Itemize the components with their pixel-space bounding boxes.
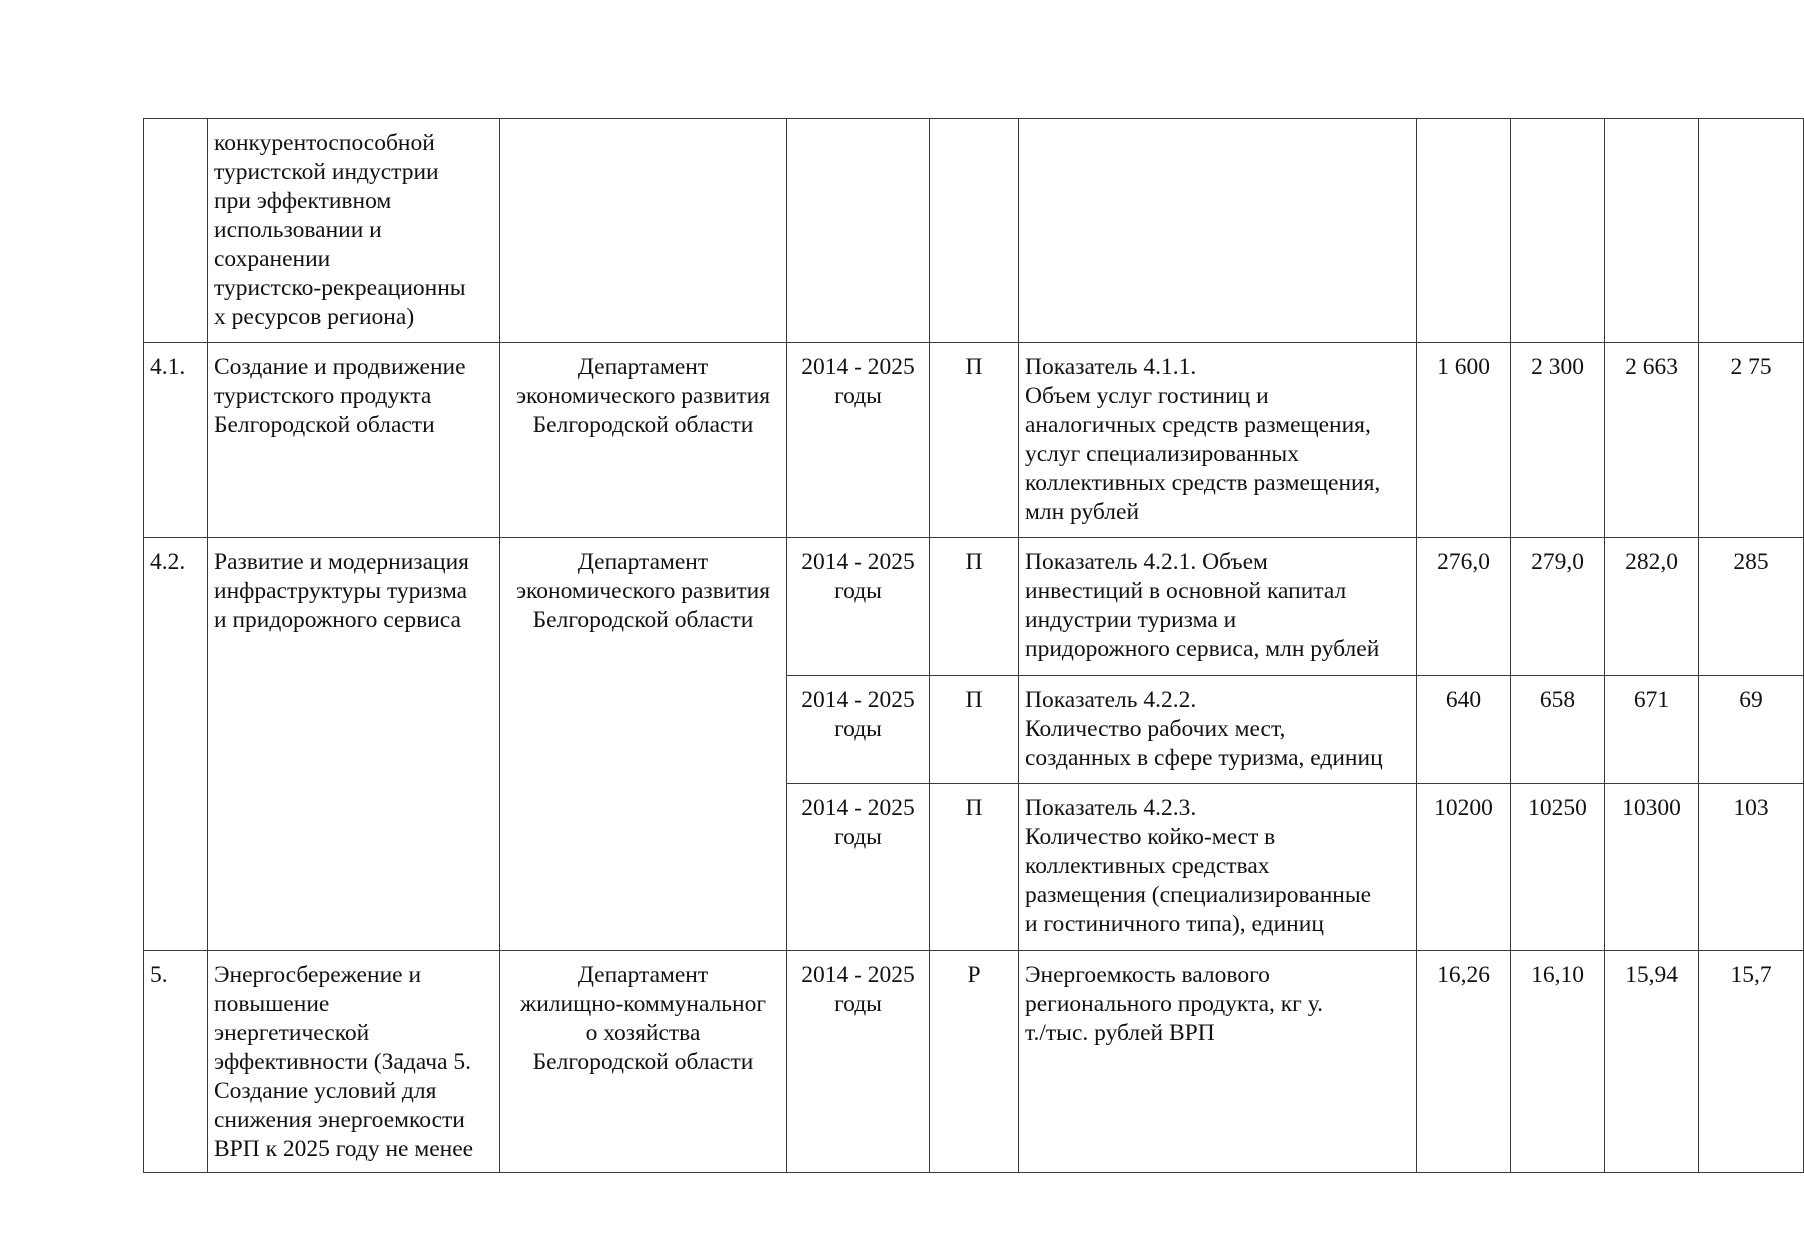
indicator-value: 103 [1699, 784, 1804, 951]
indicator-value: 2 663 [1605, 343, 1699, 538]
indicator-value: 15,94 [1605, 951, 1699, 1173]
indicator-description-line: придорожного сервиса, млн рублей [1025, 636, 1380, 662]
responsible-department-line: Белгородской области [532, 607, 754, 633]
task-name-line: туристской индустрии [214, 159, 439, 185]
task-name-line: Энергосбережение и [214, 962, 422, 988]
task-name-line: повышение [214, 991, 330, 1017]
row-number: 4.1. [144, 343, 208, 538]
implementation-period-line: годы [834, 824, 882, 850]
responsible-department-line: экономического развития [515, 578, 771, 604]
task-name-line: сохранении [214, 246, 331, 272]
indicator-type: П [930, 538, 1019, 676]
task-name-line: Создание и продвижение [214, 354, 466, 380]
task-name-line: и придорожного сервиса [214, 607, 461, 633]
row-number [144, 119, 208, 343]
responsible-department-line: Департамент [577, 962, 709, 988]
indicator-description [1019, 343, 1417, 538]
implementation-period-line: 2014 - 2025 [801, 549, 915, 575]
task-name-line: эффективности (Задача 5. [214, 1049, 472, 1075]
indicator-description [1019, 119, 1417, 343]
row-number: 4.2. [144, 538, 208, 951]
indicator-value: 69 [1699, 676, 1804, 784]
task-name [208, 119, 500, 343]
indicator-description-line: аналогичных средств размещения, [1025, 412, 1371, 438]
indicator-description-line: услуг специализированных [1025, 441, 1299, 467]
table-row [144, 951, 1804, 1173]
table-row [144, 119, 1804, 343]
indicator-description-line: созданных в сфере туризма, единиц [1025, 745, 1383, 771]
indicator-description-line: Количество койко-мест в [1025, 824, 1276, 850]
indicator-description-line: Объем услуг гостиниц и [1025, 383, 1269, 409]
indicator-description-line: Показатель 4.2.3. [1025, 795, 1197, 821]
indicator-description [1019, 784, 1417, 951]
table-row [144, 538, 1804, 676]
indicator-value: 16,26 [1417, 951, 1511, 1173]
responsible-department-line: Белгородской области [532, 412, 754, 438]
table-row [144, 343, 1804, 538]
implementation-period-line: 2014 - 2025 [801, 687, 915, 713]
indicator-description-line: Показатель 4.2.2. [1025, 687, 1197, 713]
indicator-value: 276,0 [1417, 538, 1511, 676]
implementation-period-line: годы [834, 716, 882, 742]
responsible-department [500, 343, 787, 538]
indicator-value [1605, 119, 1699, 343]
implementation-period-line: годы [834, 578, 882, 604]
indicator-value: 10200 [1417, 784, 1511, 951]
indicator-value [1417, 119, 1511, 343]
indicators-table [143, 118, 1804, 1173]
indicator-description [1019, 538, 1417, 676]
indicator-value: 282,0 [1605, 538, 1699, 676]
responsible-department-line: о хозяйства [585, 1020, 701, 1046]
indicator-value: 2 300 [1511, 343, 1605, 538]
indicator-type: П [930, 676, 1019, 784]
indicator-description-line: Показатель 4.2.1. Объем [1025, 549, 1268, 575]
responsible-department-line: Департамент [577, 549, 709, 575]
indicator-type [930, 119, 1019, 343]
indicator-description-line: Количество рабочих мест, [1025, 716, 1286, 742]
indicator-value: 279,0 [1511, 538, 1605, 676]
indicator-value: 658 [1511, 676, 1605, 784]
responsible-department-line: жилищно-коммунальног [519, 991, 766, 1017]
indicator-value [1511, 119, 1605, 343]
responsible-department-line: Департамент [577, 354, 709, 380]
indicator-description-line: инвестиций в основной капитал [1025, 578, 1347, 604]
indicator-value: 10300 [1605, 784, 1699, 951]
indicator-type: Р [930, 951, 1019, 1173]
task-name-line: при эффективном [214, 188, 392, 214]
implementation-period [787, 538, 930, 676]
indicator-description-line: т./тыс. рублей ВРП [1025, 1020, 1215, 1046]
indicator-value: 16,10 [1511, 951, 1605, 1173]
implementation-period [787, 951, 930, 1173]
task-name-line: энергетической [214, 1020, 370, 1046]
task-name [208, 538, 500, 951]
indicator-description-line: индустрии туризма и [1025, 607, 1237, 633]
task-name-line: конкурентоспособной [214, 130, 435, 156]
implementation-period [787, 676, 930, 784]
task-name [208, 951, 500, 1173]
indicator-value: 15,7 [1699, 951, 1804, 1173]
task-name-line: Белгородской области [214, 412, 435, 438]
indicator-type: П [930, 343, 1019, 538]
task-name-line: снижения энергоемкости [214, 1107, 465, 1133]
indicator-description-line: регионального продукта, кг у. [1025, 991, 1323, 1017]
indicator-value: 1 600 [1417, 343, 1511, 538]
indicator-value: 671 [1605, 676, 1699, 784]
indicator-type: П [930, 784, 1019, 951]
indicator-description-line: и гостиничного типа), единиц [1025, 911, 1324, 937]
row-number: 5. [144, 951, 208, 1173]
task-name-line: х ресурсов региона) [214, 304, 415, 330]
task-name-line: ВРП к 2025 году не менее [214, 1136, 474, 1162]
implementation-period-line: 2014 - 2025 [801, 354, 915, 380]
responsible-department [500, 119, 787, 343]
indicator-description-line: Энергоемкость валового [1025, 962, 1270, 988]
indicator-description-line: Показатель 4.1.1. [1025, 354, 1197, 380]
indicator-description [1019, 951, 1417, 1173]
task-name [208, 343, 500, 538]
task-name-line: использовании и [214, 217, 382, 243]
responsible-department-line: Белгородской области [532, 1049, 754, 1075]
indicator-description-line: размещения (специализированные [1025, 882, 1372, 908]
responsible-department [500, 538, 787, 951]
indicator-value: 2 75 [1699, 343, 1804, 538]
implementation-period-line: 2014 - 2025 [801, 795, 915, 821]
indicator-value: 10250 [1511, 784, 1605, 951]
indicator-description-line: млн рублей [1025, 499, 1140, 525]
indicator-description-line: коллективных средств размещения, [1025, 470, 1381, 496]
implementation-period [787, 343, 930, 538]
indicator-description [1019, 676, 1417, 784]
task-name-line: туристско-рекреационны [214, 275, 466, 301]
implementation-period-line: годы [834, 991, 882, 1017]
implementation-period-line: годы [834, 383, 882, 409]
indicator-description-line: коллективных средствах [1025, 853, 1270, 879]
implementation-period [787, 119, 930, 343]
task-name-line: Создание условий для [214, 1078, 437, 1104]
table-body [144, 119, 1804, 1173]
indicator-value: 285 [1699, 538, 1804, 676]
task-name-line: инфраструктуры туризма [214, 578, 468, 604]
implementation-period [787, 784, 930, 951]
task-name-line: Развитие и модернизация [214, 549, 469, 575]
task-name-line: туристского продукта [214, 383, 432, 409]
indicator-value: 640 [1417, 676, 1511, 784]
responsible-department-line: экономического развития [515, 383, 771, 409]
indicator-value [1699, 119, 1804, 343]
implementation-period-line: 2014 - 2025 [801, 962, 915, 988]
responsible-department [500, 951, 787, 1173]
